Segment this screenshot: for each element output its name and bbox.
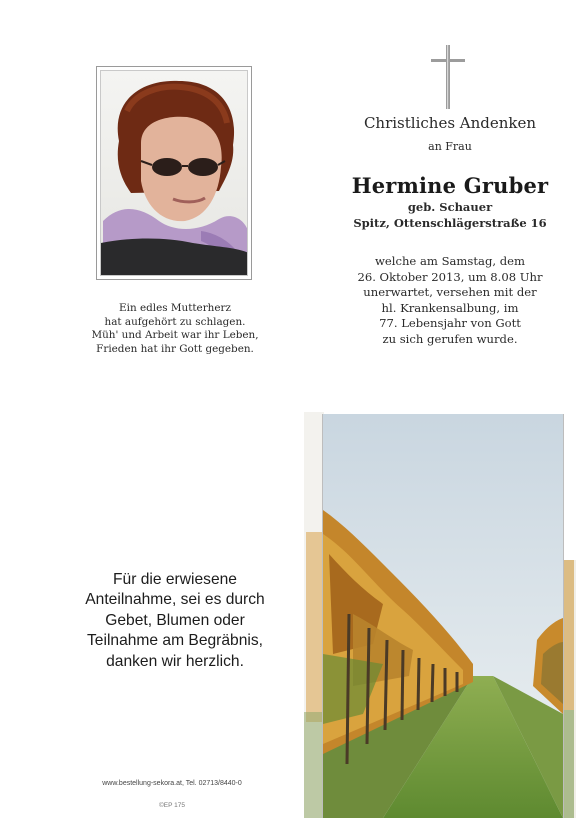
portrait-frame [96,66,252,280]
notice-line: zu sich gerufen wurde. [382,331,518,346]
printer-credit: www.bestellung-sekora.at, Tel. 02713/8440-0 [102,780,242,787]
salutation: an Frau [428,140,472,153]
product-code: ©EP 175 [159,802,185,809]
card-heading: Christliches Andenken [363,114,537,132]
vineyard-photo [322,414,564,818]
maiden-name: geb. Schauer [407,200,493,214]
thanks-line: Teilnahme am Begräbnis, [87,632,263,650]
notice-line: 26. Oktober 2013, um 8.08 Uhr [357,269,543,284]
death-notice [330,254,570,348]
poem-line: hat aufgehört zu schlagen. [104,315,246,328]
thanks-line: Gebet, Blumen oder [105,611,245,629]
cross-icon [431,45,465,113]
thanks-line: Für die erwiesene [113,571,237,588]
poem [62,302,288,356]
poem-line: Müh' und Arbeit war ihr Leben, [91,329,259,342]
notice-line: unerwartet, versehen mit der [363,285,537,300]
notice-line: 77. Lebensjahr von Gott [379,316,521,331]
notice-line: welche am Samstag, dem [374,254,526,268]
notice-line: hl. Krankensalbung, im [381,300,519,315]
thanks-line: danken wir herzlich. [106,652,244,670]
portrait-photo [100,70,248,276]
vineyard-edge [304,412,324,818]
poem-line: Frieden hat ihr Gott gegeben. [96,342,254,355]
deceased-name: Hermine Gruber [351,173,549,198]
thanks-line: Anteilnahme, sei es durch [85,591,265,609]
address: Spitz, Ottenschlägerstraße 16 [353,216,547,230]
vineyard-edge-right [564,560,576,818]
thanks-text [60,570,290,672]
poem-line: Ein edles Mutterherz [119,302,231,314]
